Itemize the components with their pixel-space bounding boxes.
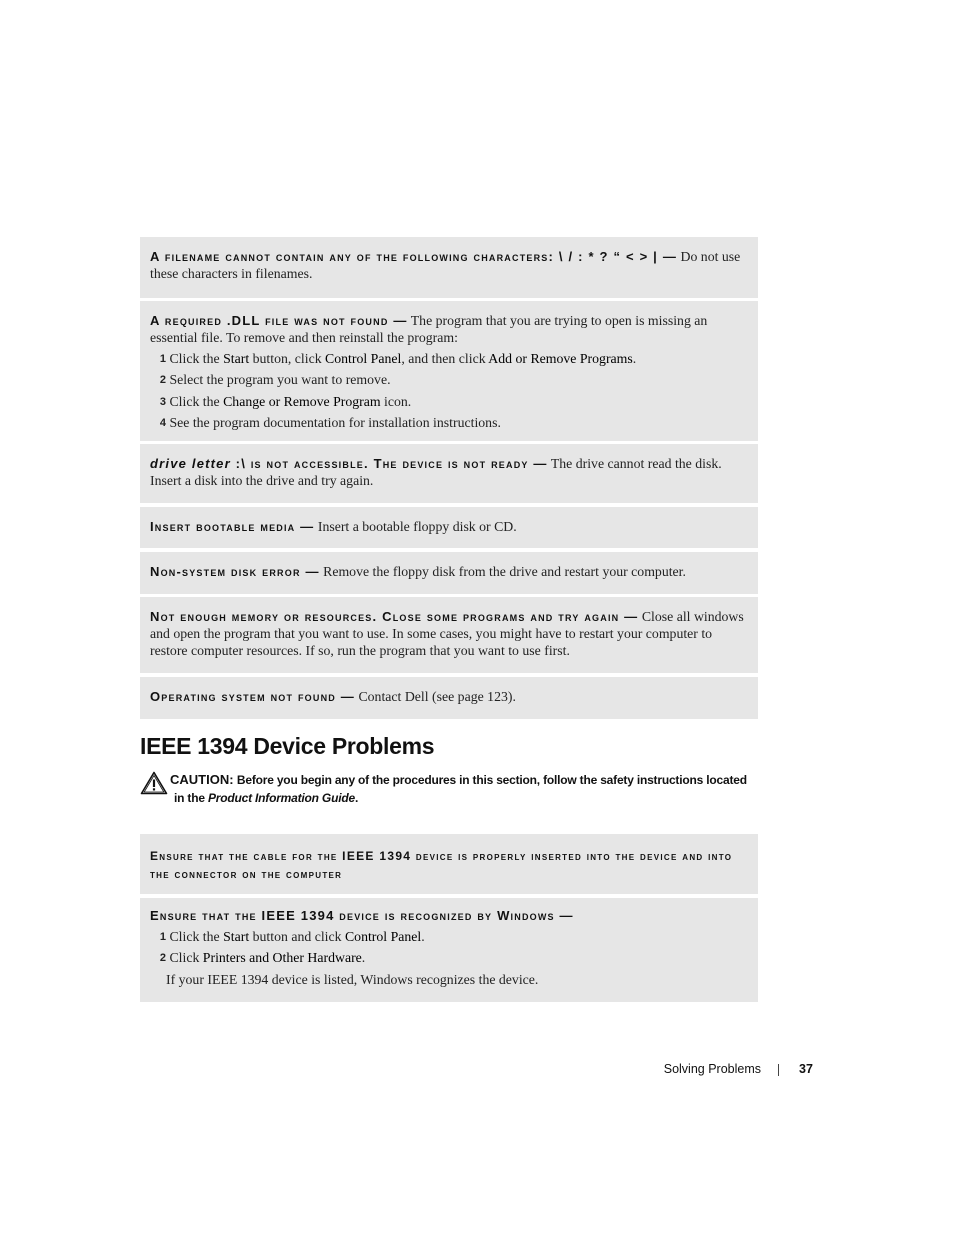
ui-term-change-remove: Change or Remove Program [223, 393, 381, 409]
ui-term-start: Start [223, 350, 250, 366]
tip-text: Close all windows and open the program that you want to use. In some cases, you might have to restart your computer to restore computer resources. If so, run the program that you want to use first. [150, 609, 744, 658]
ui-term-add-remove: Add or Remove Programs [488, 350, 633, 366]
heading-italic-term: drive letter [150, 456, 231, 471]
tip-text: The drive cannot read the disk. Insert a disk into the drive and try again. [150, 456, 722, 488]
step-text-part: Click the [169, 393, 224, 409]
step-note: If your IEEE 1394 device is listed, Windows recognizes the device. [166, 971, 539, 987]
tip-text: Do not use these characters in filenames. [150, 249, 741, 281]
ui-term-printers-hardware: Printers and Other Hardware [202, 950, 362, 965]
caution-doc-title: Product Information Guide [207, 791, 355, 805]
step-number: 1 [159, 352, 166, 365]
tip-heading: Insert bootable media — [150, 519, 315, 534]
page-number: 37 [799, 1062, 813, 1076]
caution-line-2 [174, 789, 760, 807]
step-number: 2 [159, 952, 166, 964]
caution-text: Before you begin any of the procedures in this section, follow the safety instructions located [236, 773, 747, 787]
step-text [166, 928, 425, 946]
tip-heading: A required .DLL file was not found — [150, 313, 408, 328]
tip-ensure-device-recognized [140, 898, 758, 1002]
step-text-part: . [361, 950, 366, 965]
step-number: 4 [159, 417, 166, 429]
footer-divider [778, 1064, 779, 1076]
step-text-part: Select the program you want to remove. [169, 372, 391, 387]
tip-drive-not-accessible [140, 444, 758, 503]
tip-text: Remove the floppy disk from the drive and restart your computer. [323, 564, 686, 579]
step-text-part: Click the [169, 350, 224, 366]
tip-non-system-disk [140, 552, 758, 594]
step-text-part: button and click [249, 928, 345, 944]
tip-text: Contact Dell (see page 123). [358, 689, 516, 704]
ui-term-control-panel: Control Panel [325, 350, 402, 366]
caution-text-part: . [354, 791, 359, 805]
step-item [150, 371, 748, 389]
step-number: 3 [159, 395, 166, 408]
step-item [150, 949, 748, 967]
step-text [166, 393, 411, 411]
step-text-part: button, click [249, 350, 326, 366]
tip-text: The program that you are trying to open is missing an essential file. To remove and then reinstall the program: [150, 313, 708, 345]
caution-notice [140, 771, 760, 807]
tip-heading: Not enough memory or resources. Close some programs and try again — [150, 609, 639, 624]
step-number: 2 [159, 374, 166, 386]
step-text [166, 371, 391, 389]
tip-insert-bootable-media [140, 507, 758, 548]
step-text-part: Click the [169, 928, 224, 944]
ui-term-control-panel: Control Panel [344, 928, 422, 944]
tip-heading: Operating system not found — [150, 689, 355, 704]
step-text [166, 350, 636, 368]
step-text-part: . [421, 928, 425, 944]
step-text-part: icon. [380, 393, 412, 409]
step-item [150, 414, 748, 432]
ui-term-start: Start [223, 928, 250, 944]
tip-text: Insert a bootable floppy disk or CD. [317, 519, 517, 534]
caution-label: CAUTION: [170, 772, 234, 787]
step-text [166, 414, 501, 432]
section-title: IEEE 1394 Device Problems [140, 733, 435, 759]
step-text-part: , and then click [401, 350, 489, 366]
tip-not-enough-memory [140, 597, 758, 673]
step-number: 1 [159, 930, 166, 943]
heading-text: :\ is not accessible. The device is not ready — [230, 456, 548, 471]
tip-heading: Non-system disk error — [150, 564, 320, 579]
tip-ensure-cable-inserted [140, 834, 758, 894]
step-text-part: Click [169, 950, 203, 965]
tip-os-not-found [140, 677, 758, 719]
caution-text-part: in the [174, 791, 208, 805]
step-item [150, 393, 748, 411]
warning-triangle-icon [140, 771, 168, 795]
tip-dll-not-found [140, 301, 758, 441]
tip-heading: Ensure that the cable for the IEEE 1394 device is properly inserted into the device and into the connector on the computer [150, 849, 733, 881]
step-text [166, 949, 365, 967]
step-item [150, 928, 748, 946]
step-text-part: . [632, 350, 637, 366]
footer-section-name: Solving Problems [663, 1062, 761, 1076]
step-text-part: See the program documentation for installation instructions. [169, 415, 501, 430]
tip-heading: A filename cannot contain any of the following characters: \ / : * ? “ < > | — [150, 249, 678, 264]
tip-heading [150, 456, 548, 471]
step-item [150, 350, 748, 368]
tip-heading: Ensure that the IEEE 1394 device is recognized by Windows — [150, 908, 574, 923]
tip-filename-characters [140, 237, 758, 298]
